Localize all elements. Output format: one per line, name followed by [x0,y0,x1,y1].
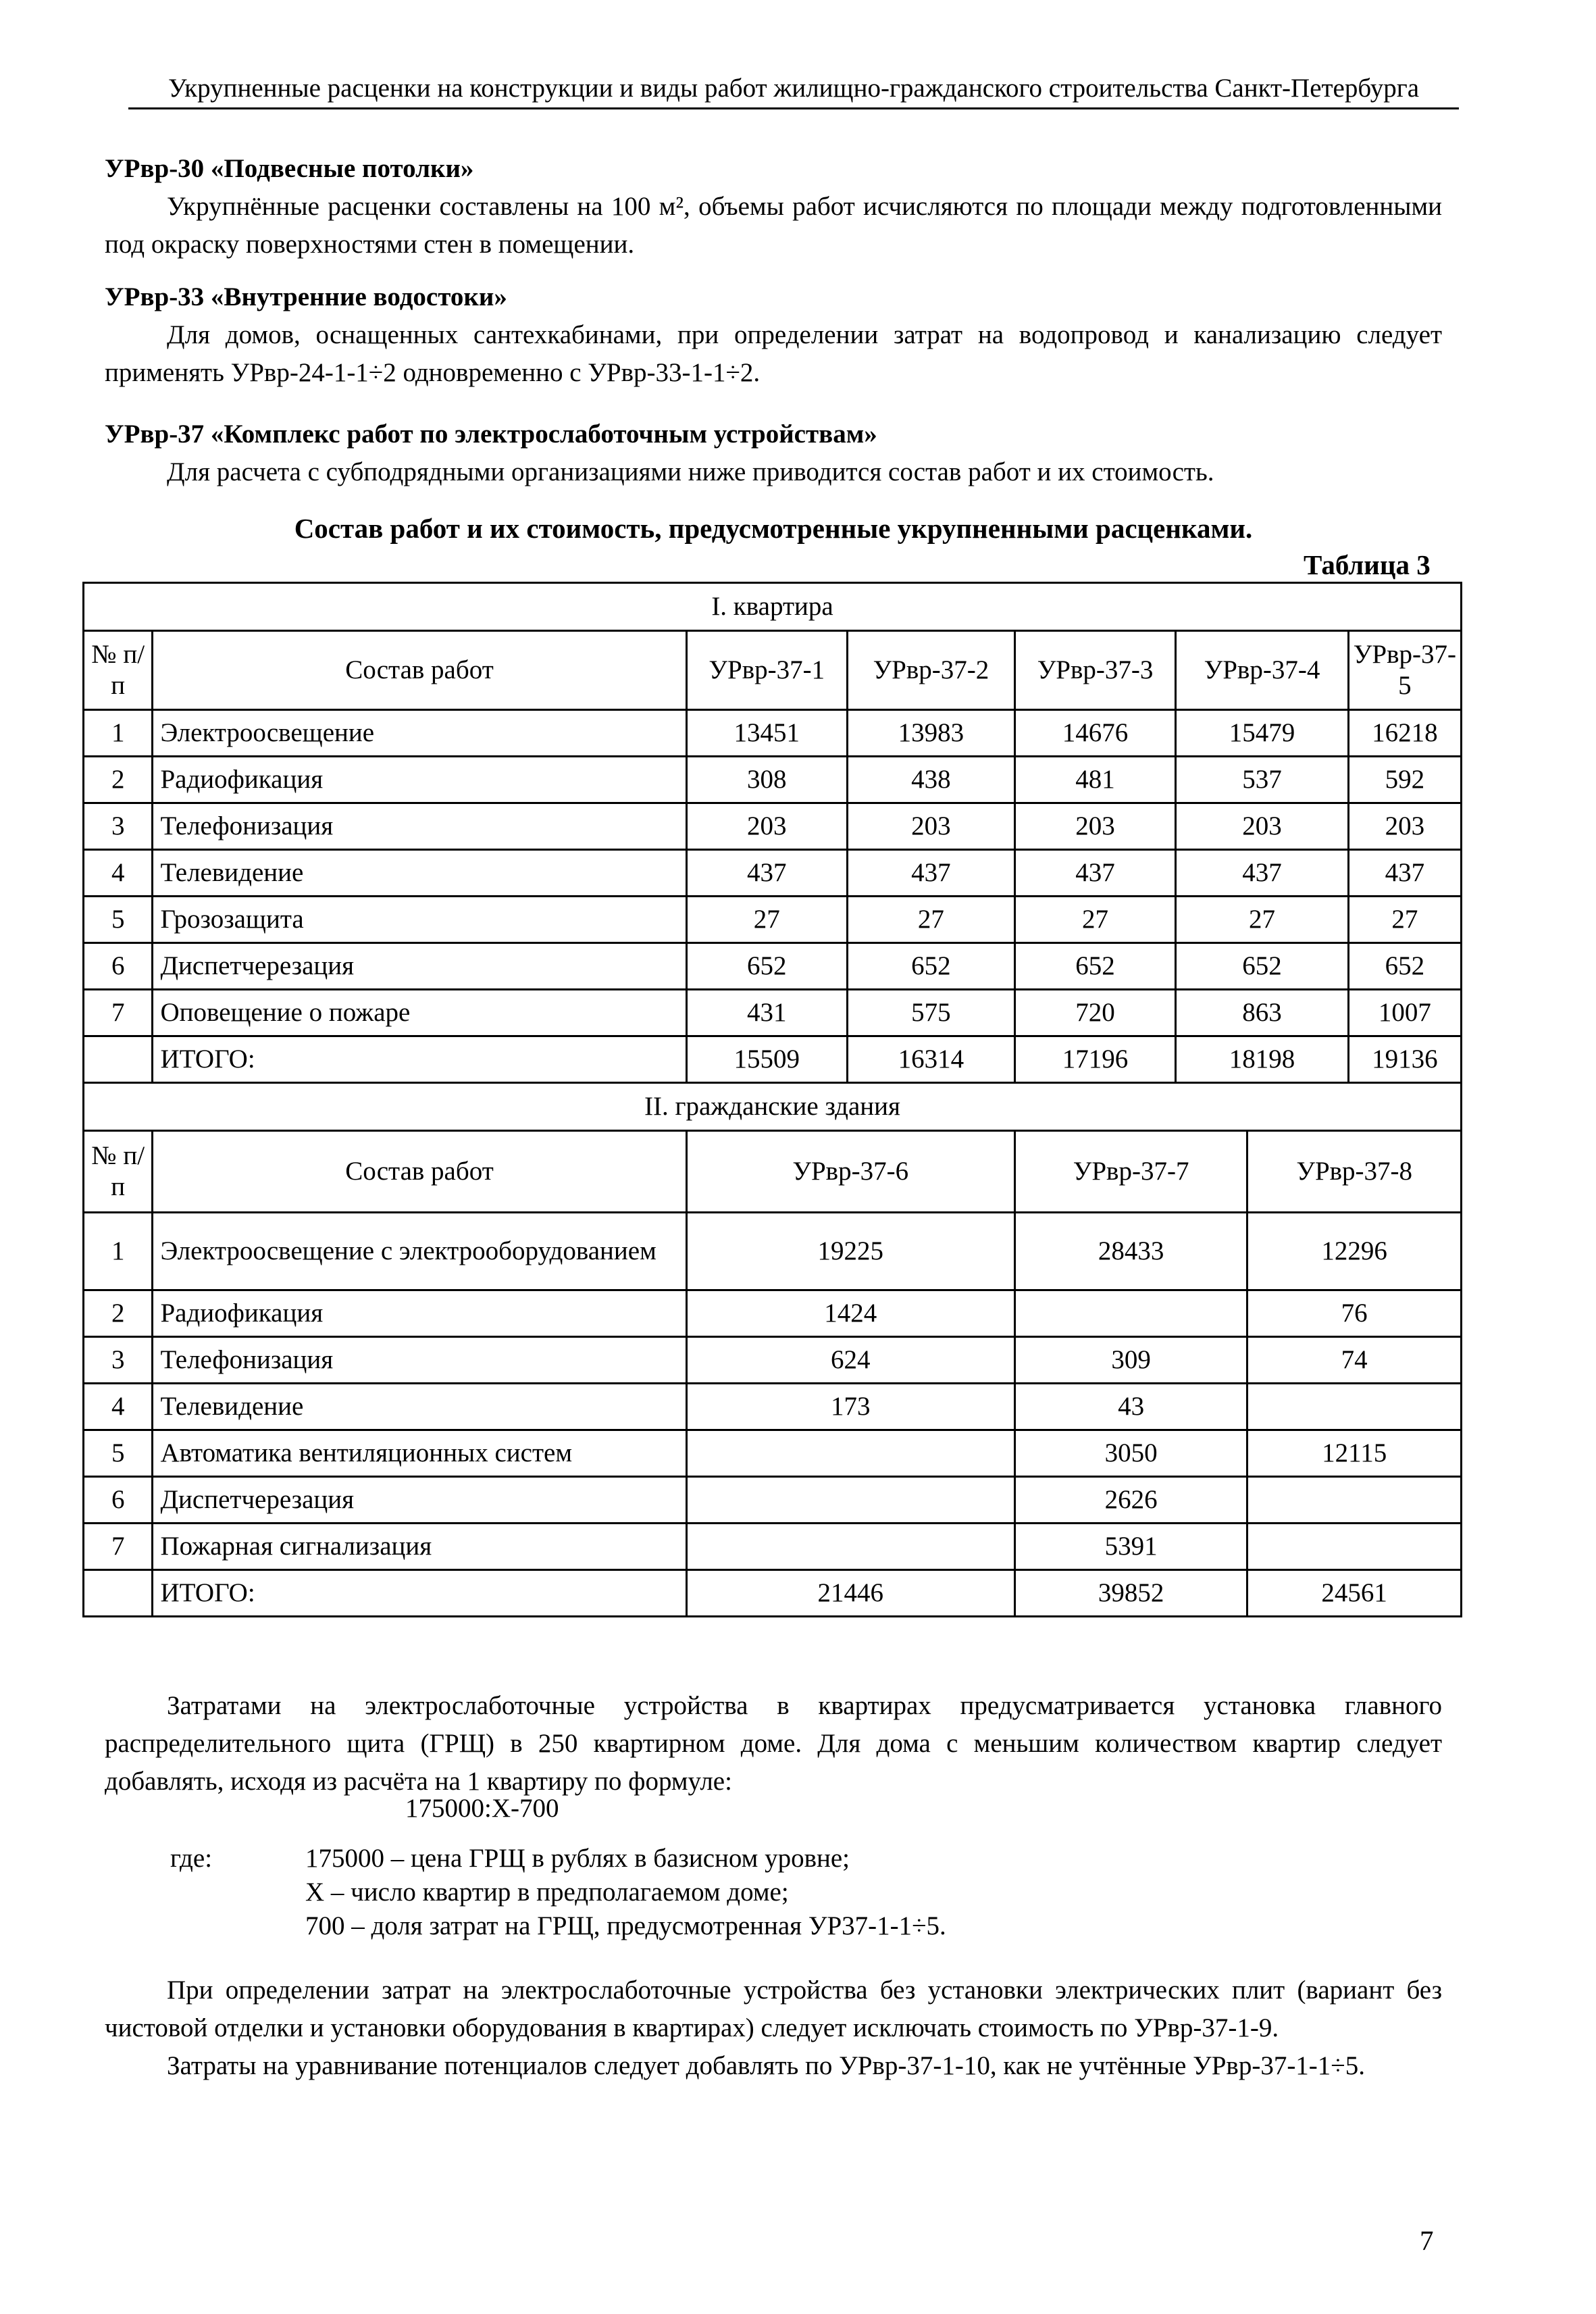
cell-value: 28433 [1014,1213,1247,1290]
cell-value: 43 [1014,1384,1247,1430]
row-number: 4 [84,1384,153,1430]
section-urvr-37 [105,416,1442,491]
cell-value: 431 [686,990,847,1036]
table-row [84,803,1462,850]
cell-value [686,1524,1014,1570]
section-title: УРвр-30 «Подвесные потолки» [105,154,474,183]
cell-value: 863 [1176,990,1349,1036]
cell-value: 27 [1348,897,1461,943]
row-name: Телефонизация [153,1337,686,1384]
total-value: 17196 [1014,1036,1175,1083]
section-title: УРвр-37 «Комплекс работ по электрослаботочным устройствам» [105,420,877,449]
part2-title: II. гражданские здания [644,1092,900,1121]
total-value: 24561 [1247,1570,1462,1617]
part1-title-row [84,583,1462,631]
table-row [84,897,1462,943]
table-row [84,1290,1462,1337]
cell-value: 13451 [686,710,847,757]
cell-value: 720 [1014,990,1175,1036]
row-name: Радиофикация [153,757,686,803]
cell-value: 74 [1247,1337,1462,1384]
cell-value: 652 [1348,943,1461,990]
row-name: Пожарная сигнализация [153,1524,686,1570]
total-label: ИТОГО: [153,1036,686,1083]
cell-value: 203 [1014,803,1175,850]
col-name-header: Состав работ [153,631,686,710]
row-number: 3 [84,1337,153,1384]
total-value: 15509 [686,1036,847,1083]
col-header: УРвр-37-8 [1247,1131,1462,1213]
table-row [84,990,1462,1036]
cell-value: 309 [1014,1337,1247,1384]
cell-value: 437 [847,850,1014,897]
col-number-header: № п/п [84,631,153,710]
table-caption: Состав работ и их стоимость, предусмотренные укрупненными расценками. [294,513,1253,544]
running-header: Укрупненные расценки на конструкции и виды работ жилищно-гражданского строительства Санкт-Петербурга [128,73,1459,109]
total-value: 39852 [1014,1570,1247,1617]
table-row [84,1430,1462,1477]
cell-value: 173 [686,1384,1014,1430]
row-name: Электроосвещение [153,710,686,757]
cell-value: 537 [1176,757,1349,803]
row-name: Диспетчерезация [153,1477,686,1524]
cell-value: 203 [1176,803,1349,850]
section-text: Для расчета с субподрядными организациями ниже приводится состав работ и их стоимость. [167,457,1214,486]
table-row [84,1337,1462,1384]
cell-value: 203 [847,803,1014,850]
cell-value: 481 [1014,757,1175,803]
col-number-header: № п/п [84,1131,153,1213]
cell-value [1247,1524,1462,1570]
cell-value: 438 [847,757,1014,803]
cell-value: 27 [1014,897,1175,943]
row-number: 6 [84,1477,153,1524]
cell-value [686,1430,1014,1477]
part2-title-row [84,1083,1462,1131]
part1-header-row [84,631,1462,710]
row-number: 1 [84,1213,153,1290]
cell-value: 437 [686,850,847,897]
table-row [84,757,1462,803]
cell-value: 1007 [1348,990,1461,1036]
cell-value: 27 [1176,897,1349,943]
cell-value: 1424 [686,1290,1014,1337]
part2-header-row [84,1131,1462,1213]
table-number: Таблица 3 [1304,549,1431,580]
table-row [84,1477,1462,1524]
col-header: УРвр-37-6 [686,1131,1014,1213]
row-name: Телевидение [153,1384,686,1430]
cell-value [686,1477,1014,1524]
row-name: Грозозащита [153,897,686,943]
row-number [84,1570,153,1617]
row-number: 1 [84,710,153,757]
col-header: УРвр-37-3 [1014,631,1175,710]
total-value: 19136 [1348,1036,1461,1083]
cell-value: 437 [1014,850,1175,897]
section-urvr-30 [105,150,1442,263]
cell-value: 203 [686,803,847,850]
part1-title: I. квартира [711,592,833,621]
paragraph-text: Затратами на электрослаботочные устройства в квартирах предусматривается установка главного распределительного щита (ГРЩ) в 250 квартирном доме. Для дома с меньшим количеством квартир следует добавлять, исходя из расчёта на 1 квартиру по формуле: [105,1691,1442,1796]
where-label: где: [170,1844,213,1873]
row-name: Диспетчерезация [153,943,686,990]
table-row [84,1524,1462,1570]
table-row [84,710,1462,757]
cell-value: 5391 [1014,1524,1247,1570]
row-number: 5 [84,897,153,943]
cell-value: 3050 [1014,1430,1247,1477]
cell-value: 13983 [847,710,1014,757]
formula: 175000:Х-700 [405,1794,559,1823]
cell-value: 27 [686,897,847,943]
cell-value: 575 [847,990,1014,1036]
row-number: 4 [84,850,153,897]
cell-value: 437 [1348,850,1461,897]
paragraph-text: Затраты на уравнивание потенциалов следует добавлять по УРвр-37-1-10, как не учтённые УРвр-37-1-1÷5. [167,2051,1365,2080]
cell-value: 27 [847,897,1014,943]
cell-value: 16218 [1348,710,1461,757]
row-name: Автоматика вентиляционных систем [153,1430,686,1477]
cell-value [1247,1384,1462,1430]
cell-value: 15479 [1176,710,1349,757]
row-number: 7 [84,1524,153,1570]
where-line: Х – число квартир в предполагаемом доме; [305,1878,789,1907]
row-number: 2 [84,1290,153,1337]
row-name: Электроосвещение с электрооборудованием [153,1213,686,1290]
where-line: 700 – доля затрат на ГРЩ, предусмотренная УР37-1-1÷5. [305,1911,946,1940]
row-number: 7 [84,990,153,1036]
col-header: УРвр-37-5 [1348,631,1461,710]
cell-value [1014,1290,1247,1337]
row-name: Радиофикация [153,1290,686,1337]
row-name: Телевидение [153,850,686,897]
total-value: 16314 [847,1036,1014,1083]
row-number: 6 [84,943,153,990]
col-header: УРвр-37-4 [1176,631,1349,710]
row-number: 5 [84,1430,153,1477]
paragraph-exclude [105,1971,1442,2047]
cell-value: 203 [1348,803,1461,850]
total-row [84,1570,1462,1617]
cell-value: 437 [1176,850,1349,897]
cell-value [1247,1477,1462,1524]
paragraph-potential [105,2047,1442,2085]
cell-value: 592 [1348,757,1461,803]
section-title: УРвр-33 «Внутренние водостоки» [105,282,507,311]
table-row [84,1213,1462,1290]
section-text: Для домов, оснащенных сантехкабинами, при определении затрат на водопровод и канализацию следует применять УРвр-24-1-1÷2 одновременно с УРвр-33-1-1÷2. [105,320,1442,387]
cell-value: 308 [686,757,847,803]
section-text: Укрупнённые расценки составлены на 100 м², объемы работ исчисляются по площади между подготовленными под окраску поверхностями стен в помещении. [105,192,1442,259]
col-header: УРвр-37-7 [1014,1131,1247,1213]
total-value: 18198 [1176,1036,1349,1083]
total-value: 21446 [686,1570,1014,1617]
section-urvr-33 [105,278,1442,392]
cell-value: 624 [686,1337,1014,1384]
row-number: 3 [84,803,153,850]
cell-value: 652 [1014,943,1175,990]
cell-value: 12296 [1247,1213,1462,1290]
cell-value: 652 [686,943,847,990]
total-label: ИТОГО: [153,1570,686,1617]
cell-value: 76 [1247,1290,1462,1337]
col-name-header: Состав работ [153,1131,686,1213]
cost-table [82,582,1462,1617]
page-number: 7 [1420,2225,1434,2256]
table-row [84,943,1462,990]
cell-value: 652 [1176,943,1349,990]
row-number [84,1036,153,1083]
table-row [84,850,1462,897]
cell-value: 14676 [1014,710,1175,757]
cell-value: 2626 [1014,1477,1247,1524]
paragraph-text: При определении затрат на электрослаботочные устройства без установки электрических плит (вариант без чистовой отделки и установки оборудования в квартирах) следует исключать стоимость по УРвр-37-1-9. [105,1976,1442,2042]
cell-value: 652 [847,943,1014,990]
paragraph-grsh [105,1687,1442,1801]
row-name: Оповещение о пожаре [153,990,686,1036]
cell-value: 19225 [686,1213,1014,1290]
table-row [84,1384,1462,1430]
row-number: 2 [84,757,153,803]
total-row [84,1036,1462,1083]
col-header: УРвр-37-1 [686,631,847,710]
where-line: 175000 – цена ГРЩ в рублях в базисном уровне; [305,1844,850,1873]
col-header: УРвр-37-2 [847,631,1014,710]
row-name: Телефонизация [153,803,686,850]
cell-value: 12115 [1247,1430,1462,1477]
